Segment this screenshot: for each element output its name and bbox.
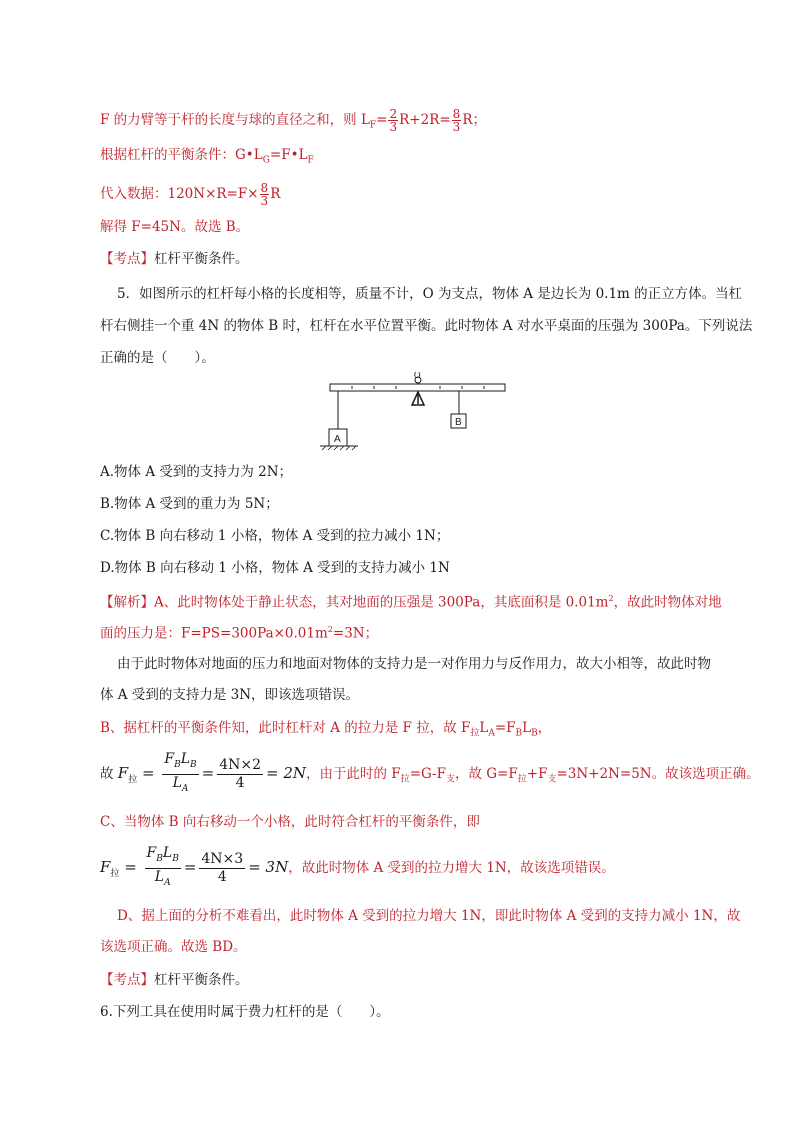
subscript: B bbox=[174, 759, 181, 770]
analysis-c-formula-line bbox=[100, 845, 615, 892]
subscript: 拉 bbox=[400, 774, 410, 785]
q6-line: 6.下列工具在使用时属于费力杠杆的是（ ）。 bbox=[100, 1004, 390, 1020]
formula-f bbox=[100, 857, 120, 879]
analysis-b-formula-line bbox=[100, 751, 760, 798]
text: =G-F bbox=[409, 765, 446, 782]
kaodian-tag: 【考点】 bbox=[100, 251, 154, 267]
text: R； bbox=[462, 112, 486, 128]
formula-fraction-1 bbox=[145, 845, 181, 892]
option-d: D.物体 B 向右移动 1 小格，物体 A 受到的支持力减小 1N bbox=[100, 560, 450, 576]
subscript: 拉 bbox=[470, 728, 480, 739]
formula-fraction-1 bbox=[162, 751, 198, 798]
subscript: B bbox=[531, 728, 538, 739]
symbol: F bbox=[100, 857, 111, 876]
fraction bbox=[260, 182, 270, 207]
text: =F•L bbox=[269, 147, 308, 163]
formula-fraction-2 bbox=[217, 757, 263, 792]
kaodian-1 bbox=[100, 250, 249, 268]
subscript: A bbox=[164, 877, 171, 888]
kaodian-text: 杠杆平衡条件。 bbox=[154, 251, 249, 267]
solution-line-4: 解得 F=45N。故选 B。 bbox=[100, 219, 250, 235]
denominator: 3 bbox=[260, 194, 269, 208]
subscript: 支 bbox=[547, 774, 557, 785]
text: R+2R= bbox=[399, 112, 451, 128]
symbol: L bbox=[180, 751, 190, 767]
subscript: B bbox=[189, 759, 197, 770]
subscript: F bbox=[307, 155, 314, 166]
formula-result: = 3N bbox=[248, 857, 289, 876]
text: = bbox=[376, 112, 388, 128]
subscript: A bbox=[488, 728, 495, 739]
text: +F bbox=[526, 765, 548, 782]
analysis-tag: 【解析】 bbox=[100, 594, 154, 611]
denominator: 3 bbox=[452, 120, 461, 134]
analysis-d-line-1: D、据上面的分析不难看出，此时物体 A 受到的拉力增大 1N，即此时物体 A 受到的支持力减小 1N，故 bbox=[117, 908, 741, 924]
text: ，由于此时的 F bbox=[306, 765, 401, 782]
denominator: 3 bbox=[389, 120, 398, 134]
text: =F bbox=[494, 720, 516, 736]
symbol: F bbox=[117, 763, 129, 782]
denominator bbox=[145, 869, 181, 892]
numerator: 4N×2 bbox=[219, 756, 261, 773]
solution-line-3 bbox=[100, 182, 280, 207]
subscript: G bbox=[262, 155, 270, 166]
symbol: F bbox=[164, 751, 175, 767]
equals: = bbox=[183, 857, 197, 876]
numerator: 8 bbox=[260, 181, 269, 195]
block-a-label: A bbox=[334, 434, 341, 445]
text: 故 bbox=[100, 765, 114, 782]
text: A、此时物体处于静止状态，其对地面的压强是 300Pa，其底面积是 0.01m bbox=[154, 594, 609, 611]
text: =3N+2N=5N。故该选项正确。 bbox=[556, 765, 760, 782]
numerator: 2 bbox=[389, 107, 398, 121]
analysis-line-2 bbox=[100, 621, 378, 643]
analysis-p2: 体 A 受到的支持力是 3N，即该选项错误。 bbox=[100, 687, 360, 703]
lever-figure bbox=[318, 372, 510, 454]
equals: = bbox=[201, 763, 215, 782]
text: 代入数据：120N×R=F× bbox=[100, 186, 259, 202]
fraction bbox=[388, 108, 398, 133]
q5-line-3: 正确的是（ ）。 bbox=[100, 350, 215, 366]
subscript: 拉 bbox=[128, 774, 138, 785]
text: =3N； bbox=[332, 625, 379, 642]
text: 面的压力是：F=PS=300Pa×0.01m bbox=[100, 625, 328, 642]
text: 根据杠杆的平衡条件：G•L bbox=[100, 147, 263, 163]
subscript: 拉 bbox=[517, 774, 527, 785]
subscript: B bbox=[515, 728, 523, 739]
analysis-b-line-1 bbox=[100, 719, 551, 743]
subscript: B bbox=[172, 853, 179, 864]
symbol: L bbox=[154, 868, 165, 885]
subscript: 拉 bbox=[110, 868, 120, 879]
kaodian-tag: 【考点】 bbox=[100, 972, 154, 988]
analysis-line-1 bbox=[100, 590, 722, 612]
superscript: 2 bbox=[608, 594, 614, 603]
q5-line-1: 5．如图所示的杠杆每小格的长度相等，质量不计，O 为支点，物体 A 是边长为 0.1m 的正立方体。当杠 bbox=[117, 286, 743, 302]
text: ，故 G=F bbox=[454, 765, 518, 782]
symbol: F bbox=[146, 845, 157, 861]
symbol: L bbox=[162, 845, 173, 861]
text: ，故此时物体 A 受到的拉力增大 1N，故该选项错误。 bbox=[288, 859, 615, 876]
kaodian-text: 杠杆平衡条件。 bbox=[154, 972, 249, 988]
equals: = bbox=[137, 763, 160, 782]
text: R bbox=[270, 186, 281, 202]
text: B、据杠杆的平衡条件知，此时杠杆对 A 的拉力是 F 拉，故 F bbox=[100, 720, 471, 736]
denominator bbox=[162, 775, 198, 798]
equals: = bbox=[119, 857, 142, 876]
option-b: B.物体 A 受到的重力为 5N； bbox=[100, 496, 279, 512]
q5-line-2: 杆右侧挂一个重 4N 的物体 B 时，杠杆在水平位置平衡。此时物体 A 对水平桌面的压强为 300Pa。下列说法 bbox=[100, 318, 753, 334]
denominator: 4 bbox=[235, 774, 245, 791]
pivot-label: O bbox=[414, 372, 421, 380]
fraction bbox=[452, 108, 462, 133]
text: L bbox=[522, 720, 532, 736]
text: ，故此时物体对地 bbox=[613, 594, 722, 611]
formula-fraction-2 bbox=[199, 851, 245, 886]
analysis-p1: 由于此时物体对地面的压力和地面对物体的支持力是一对作用力与反作用力，故大小相等，故此时物 bbox=[117, 656, 711, 672]
superscript: 2 bbox=[327, 625, 333, 634]
option-c: C.物体 B 向右移动 1 小格，物体 A 受到的拉力减小 1N； bbox=[100, 528, 450, 544]
ground-hatch bbox=[322, 446, 356, 450]
formula-f bbox=[117, 763, 138, 785]
subscript: 支 bbox=[445, 774, 455, 785]
text: ， bbox=[537, 720, 552, 736]
numerator: 8 bbox=[452, 107, 461, 121]
numerator: 4N×3 bbox=[201, 850, 244, 867]
subscript: A bbox=[181, 783, 189, 794]
analysis-d-line-2: 该选项正确。故选 BD。 bbox=[100, 939, 247, 955]
denominator: 4 bbox=[217, 868, 227, 885]
text bbox=[306, 765, 760, 785]
subscript: F bbox=[369, 120, 377, 131]
numerator bbox=[145, 845, 181, 869]
text: L bbox=[479, 720, 489, 736]
kaodian-2 bbox=[100, 971, 249, 989]
solution-line-1 bbox=[100, 108, 486, 135]
subscript: B bbox=[156, 853, 163, 864]
numerator bbox=[162, 751, 198, 775]
text: F 的力臂等于杆的长度与球的直径之和，则 L bbox=[100, 112, 370, 128]
lever-bar bbox=[330, 384, 505, 391]
analysis-c-line-1: C、当物体 B 向右移动一个小格，此时符合杠杆的平衡条件，即 bbox=[100, 814, 480, 830]
formula-result: = 2N bbox=[265, 763, 306, 782]
block-b-label: B bbox=[455, 417, 462, 428]
symbol: L bbox=[172, 774, 182, 791]
solution-line-2 bbox=[100, 146, 314, 170]
option-a: A.物体 A 受到的支持力为 2N； bbox=[100, 464, 293, 480]
